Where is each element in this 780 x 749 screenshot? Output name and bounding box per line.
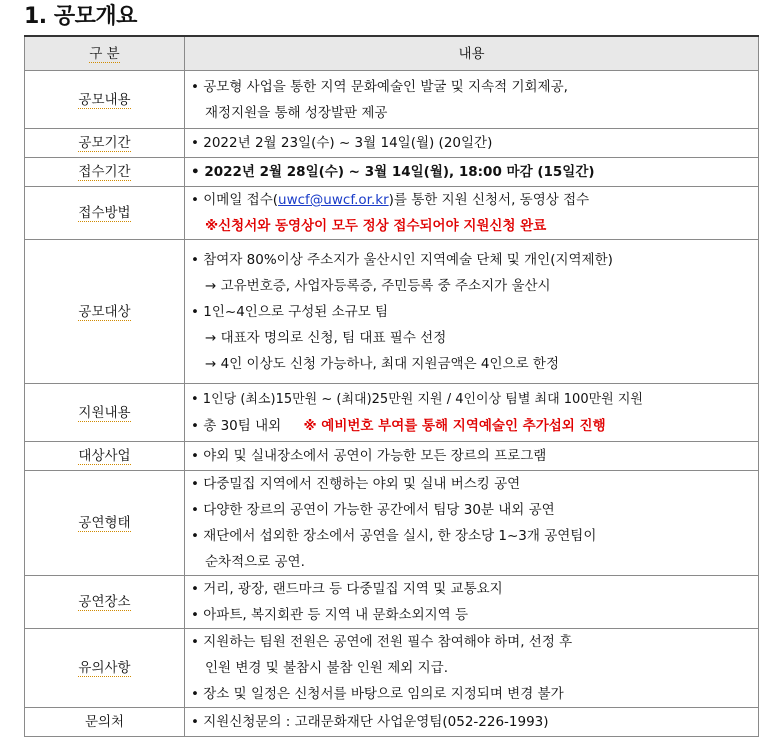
content-line [191,413,752,439]
row-label: 접수방법 [25,187,185,240]
row-content [185,629,759,708]
row-label: 공모대상 [25,240,185,384]
row-content [185,158,759,187]
table-header-row [25,36,759,71]
email-suffix: )를 통한 지원 신청서, 동영상 접수 [388,192,590,208]
section-title: 1. 공모개요 [24,4,137,29]
row-label: 접수기간 [25,158,185,187]
content-line: • 참여자 80%이상 주소지가 울산시인 지역예술 단체 및 개인(지역제한) [191,251,613,268]
team-count: • 총 30팀 내외 [191,417,282,434]
table-row [25,471,759,576]
content-line: • 재단에서 섭외한 장소에서 공연을 실시, 한 장소당 1~3개 공연팀이 [191,528,597,544]
content-line: • 2022년 2월 23일(수) ~ 3월 14일(월) (20일간) [191,135,493,151]
table-row [25,442,759,471]
content-line: • 다중밀집 지역에서 진행하는 야외 및 실내 버스킹 공연 [191,476,521,492]
row-label: 대상사업 [25,442,185,471]
email-prefix: • 이메일 접수( [191,192,279,208]
content-line: 인원 변경 및 불참시 불참 인원 제외 지급. [205,660,448,676]
row-content [185,576,759,629]
table-row [25,71,759,129]
content-line: → 4인 이상도 신청 가능하나, 최대 지원금액은 4인으로 한정 [205,355,560,372]
row-label: 공모기간 [25,129,185,158]
row-label: 문의처 [25,708,185,737]
table-row [25,708,759,737]
content-line: • 다양한 장르의 공연이 가능한 공간에서 팀당 30분 내외 공연 [191,502,555,518]
row-content [185,240,759,384]
content-line: • 거리, 광장, 랜드마크 등 다중밀집 지역 및 교통요지 [191,581,503,597]
table-row [25,187,759,240]
table-row [25,384,759,442]
content-line: → 고유번호증, 사업자등록증, 주민등록 중 주소지가 울산시 [205,277,551,294]
notice-text: ※신청서와 동영상이 모두 정상 접수되어야 지원신청 완료 [205,218,547,234]
notice-text: ※ 예비번호 부여를 통해 지역예술인 추가섭외 진행 [303,417,606,434]
content-line: • 장소 및 일정은 신청서를 바탕으로 임의로 지정되며 변경 불가 [191,686,564,702]
content-line: → 대표자 명의로 신청, 팀 대표 필수 선정 [205,329,447,346]
table-row [25,158,759,187]
row-label: 지원내용 [25,384,185,442]
content-line: • 지원신청문의 : 고래문화재단 사업운영팀(052-226-1993) [191,714,549,730]
row-content [185,442,759,471]
table-row [25,629,759,708]
header-category: 구 분 [25,36,185,71]
table-row [25,576,759,629]
table-row [25,240,759,384]
content-line: • 야외 및 실내장소에서 공연이 가능한 모든 장르의 프로그램 [191,448,547,464]
content-line: • 공모형 사업을 통한 지역 문화예술인 발굴 및 지속적 기회제공, [191,78,568,95]
content-line: • 1인당 (최소)15만원 ~ (최대)25만원 지원 / 4인이상 팀별 최대 100만원 지원 [191,391,643,407]
content-line [191,187,752,213]
content-line: • 1인~4인으로 구성된 소규모 팀 [191,303,389,320]
table-row [25,129,759,158]
header-content: 내용 [185,36,759,71]
row-label: 공모내용 [25,71,185,129]
overview-table [24,35,759,737]
content-line: • 지원하는 팀원 전원은 공연에 전원 필수 참여해야 하며, 선정 후 [191,634,573,650]
row-label: 유의사항 [25,629,185,708]
content-line: 순차적으로 공연. [205,554,305,570]
content-line: • 아파트, 복지회관 등 지역 내 문화소외지역 등 [191,607,469,623]
row-label: 공연장소 [25,576,185,629]
email-link[interactable]: uwcf@uwcf.or.kr [278,192,389,208]
row-content [185,471,759,576]
row-content [185,384,759,442]
row-label: 공연형태 [25,471,185,576]
row-content [185,71,759,129]
row-content [185,129,759,158]
content-line: • 2022년 2월 28일(수) ~ 3월 14일(월), 18:00 마감 (15일간) [191,164,595,180]
row-content [185,708,759,737]
content-line: 재정지원을 통해 성장발판 제공 [205,104,388,121]
row-content [185,187,759,240]
